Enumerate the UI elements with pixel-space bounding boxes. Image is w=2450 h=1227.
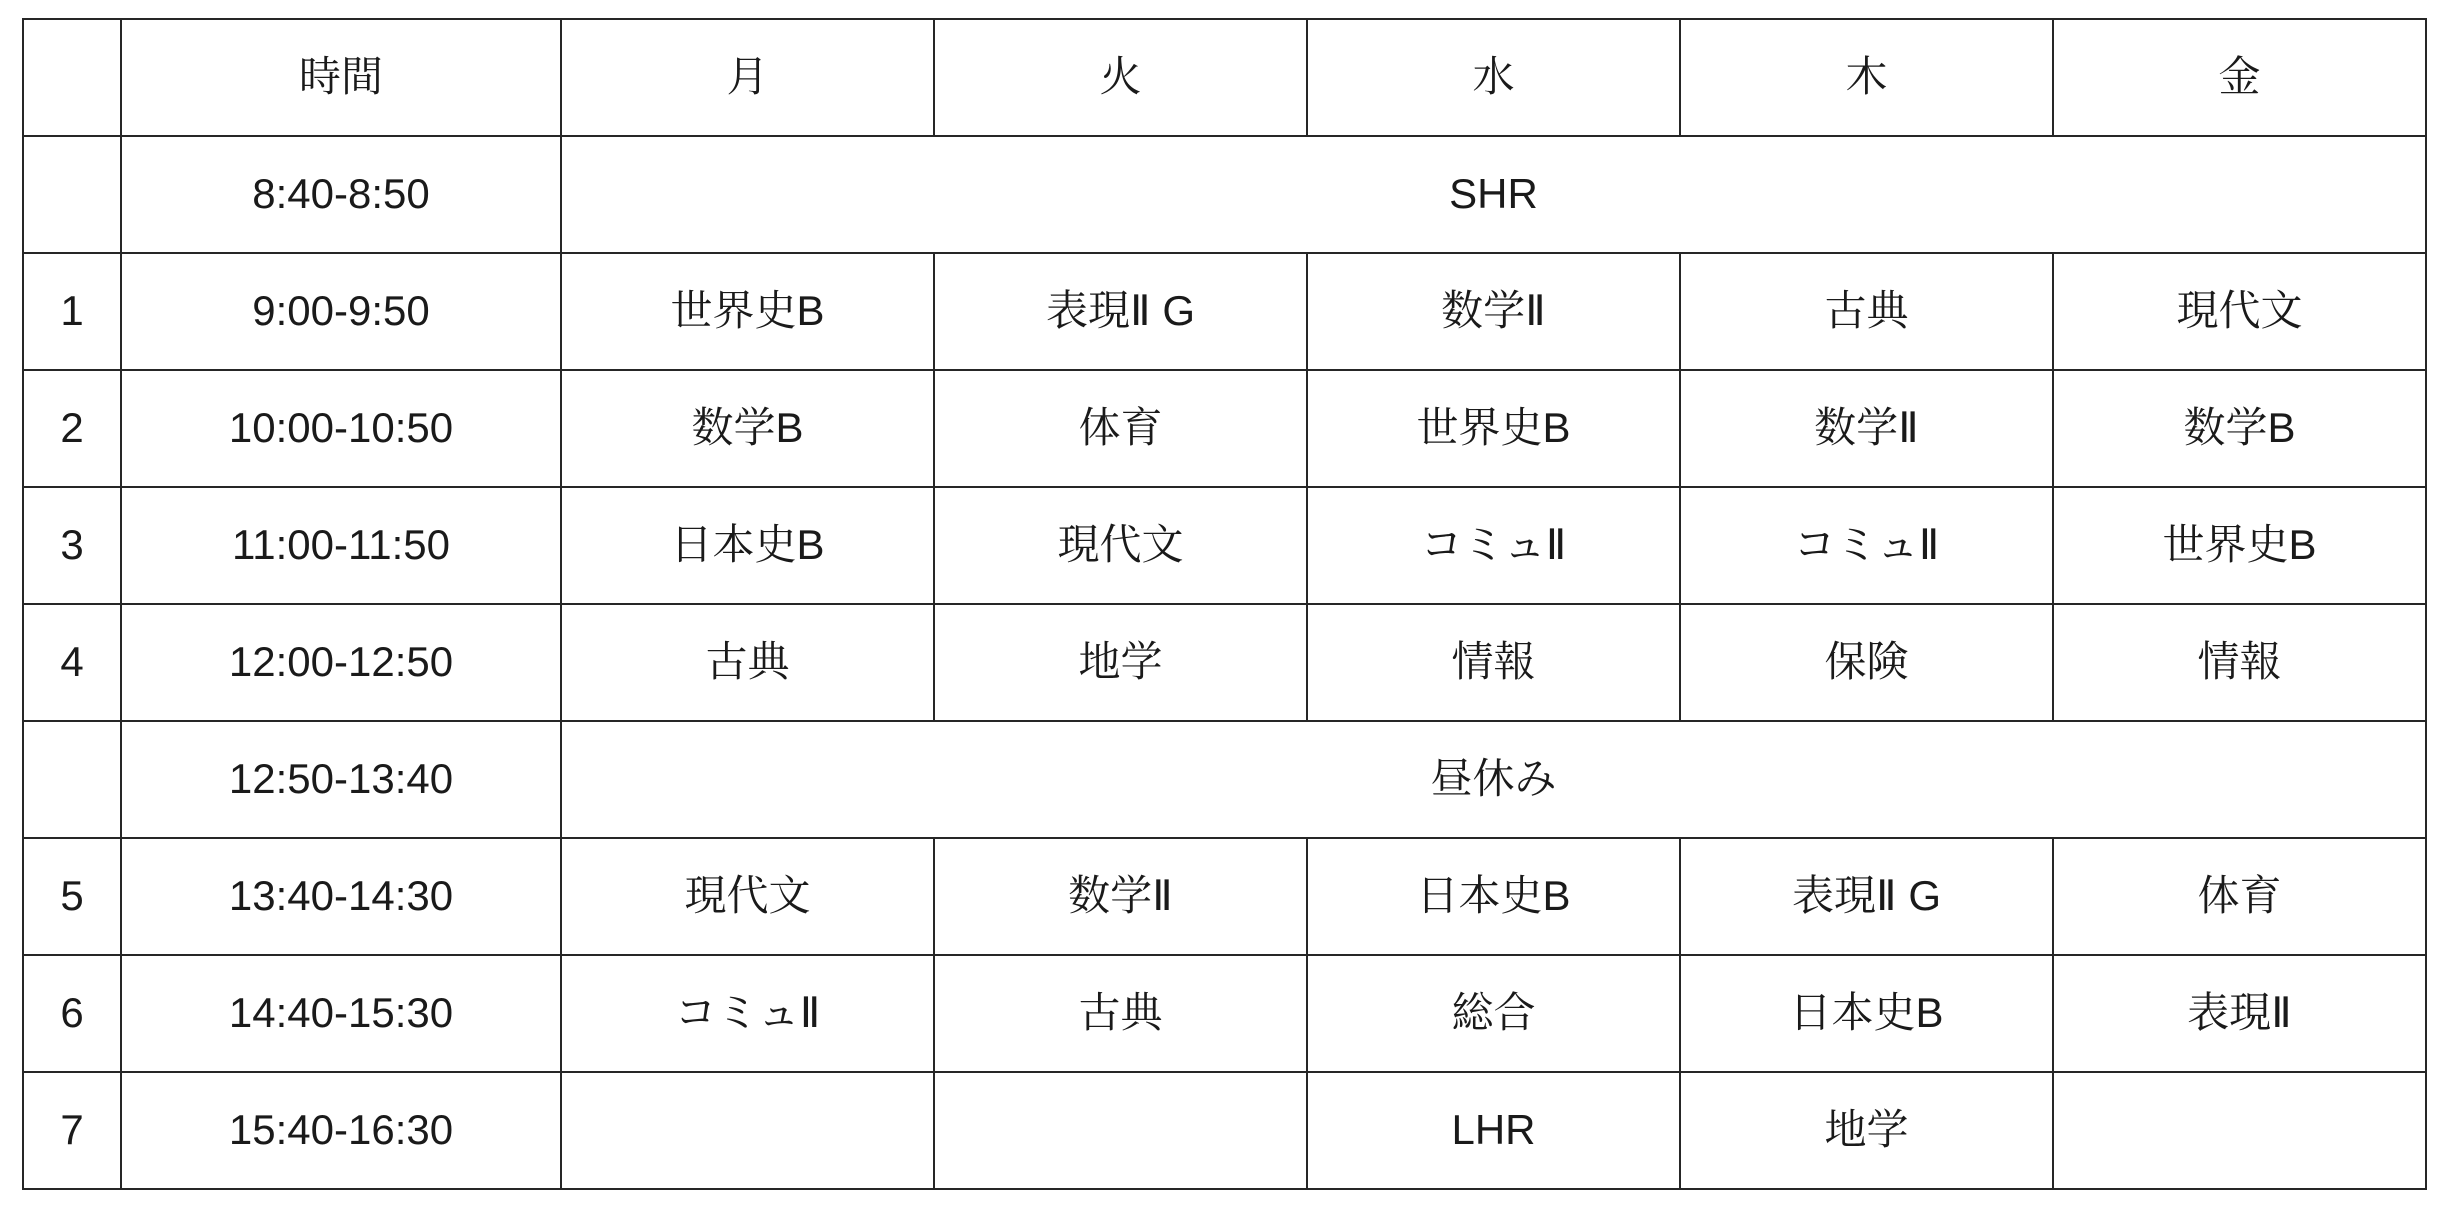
subject-cell: 古典	[934, 955, 1307, 1072]
header-day-fri: 金	[2053, 19, 2426, 136]
subject-cell: 表現Ⅱ G	[934, 253, 1307, 370]
table-row	[23, 721, 2426, 838]
subject-cell: 表現Ⅱ	[2053, 955, 2426, 1072]
header-day-thu: 木	[1680, 19, 2053, 136]
subject-cell	[561, 1072, 934, 1189]
timetable-sheet	[22, 18, 2426, 1190]
subject-cell: 日本史B	[561, 487, 934, 604]
table-row	[23, 604, 2426, 721]
row-time: 9:00-9:50	[121, 253, 561, 370]
subject-cell: 保険	[1680, 604, 2053, 721]
table-row	[23, 955, 2426, 1072]
row-time: 15:40-16:30	[121, 1072, 561, 1189]
row-time: 8:40-8:50	[121, 136, 561, 253]
row-period: 2	[23, 370, 121, 487]
subject-cell: 体育	[934, 370, 1307, 487]
subject-cell: 地学	[1680, 1072, 2053, 1189]
header-period-col	[23, 19, 121, 136]
subject-cell: 古典	[1680, 253, 2053, 370]
row-period: 7	[23, 1072, 121, 1189]
subject-cell: 世界史B	[561, 253, 934, 370]
subject-cell	[934, 1072, 1307, 1189]
row-span-label: 昼休み	[561, 721, 2426, 838]
subject-cell: 世界史B	[2053, 487, 2426, 604]
subject-cell: 古典	[561, 604, 934, 721]
subject-cell: 数学B	[561, 370, 934, 487]
row-time: 11:00-11:50	[121, 487, 561, 604]
subject-cell: 日本史B	[1680, 955, 2053, 1072]
subject-cell: 表現Ⅱ G	[1680, 838, 2053, 955]
subject-cell: 情報	[2053, 604, 2426, 721]
table-row	[23, 838, 2426, 955]
timetable-body	[23, 19, 2426, 1189]
row-period: 5	[23, 838, 121, 955]
header-time-col: 時間	[121, 19, 561, 136]
subject-cell: 情報	[1307, 604, 1680, 721]
subject-cell: コミュⅡ	[561, 955, 934, 1072]
row-time: 14:40-15:30	[121, 955, 561, 1072]
row-period: 3	[23, 487, 121, 604]
header-day-tue: 火	[934, 19, 1307, 136]
subject-cell: コミュⅡ	[1307, 487, 1680, 604]
subject-cell: 数学Ⅱ	[934, 838, 1307, 955]
row-period	[23, 721, 121, 838]
subject-cell: 数学Ⅱ	[1307, 253, 1680, 370]
table-header-row	[23, 19, 2426, 136]
row-time: 13:40-14:30	[121, 838, 561, 955]
subject-cell: 日本史B	[1307, 838, 1680, 955]
timetable	[22, 18, 2427, 1190]
subject-cell: 地学	[934, 604, 1307, 721]
subject-cell: 総合	[1307, 955, 1680, 1072]
subject-cell: 現代文	[561, 838, 934, 955]
table-row	[23, 370, 2426, 487]
row-period	[23, 136, 121, 253]
subject-cell: 数学B	[2053, 370, 2426, 487]
row-period: 1	[23, 253, 121, 370]
subject-cell	[2053, 1072, 2426, 1189]
row-time: 10:00-10:50	[121, 370, 561, 487]
row-time: 12:50-13:40	[121, 721, 561, 838]
table-row	[23, 136, 2426, 253]
subject-cell: 現代文	[2053, 253, 2426, 370]
row-span-label: SHR	[561, 136, 2426, 253]
subject-cell: 数学Ⅱ	[1680, 370, 2053, 487]
subject-cell: 体育	[2053, 838, 2426, 955]
row-period: 4	[23, 604, 121, 721]
subject-cell: コミュⅡ	[1680, 487, 2053, 604]
subject-cell: LHR	[1307, 1072, 1680, 1189]
table-row	[23, 253, 2426, 370]
header-day-wed: 水	[1307, 19, 1680, 136]
header-day-mon: 月	[561, 19, 934, 136]
row-time: 12:00-12:50	[121, 604, 561, 721]
table-row	[23, 1072, 2426, 1189]
table-row	[23, 487, 2426, 604]
subject-cell: 現代文	[934, 487, 1307, 604]
row-period: 6	[23, 955, 121, 1072]
subject-cell: 世界史B	[1307, 370, 1680, 487]
